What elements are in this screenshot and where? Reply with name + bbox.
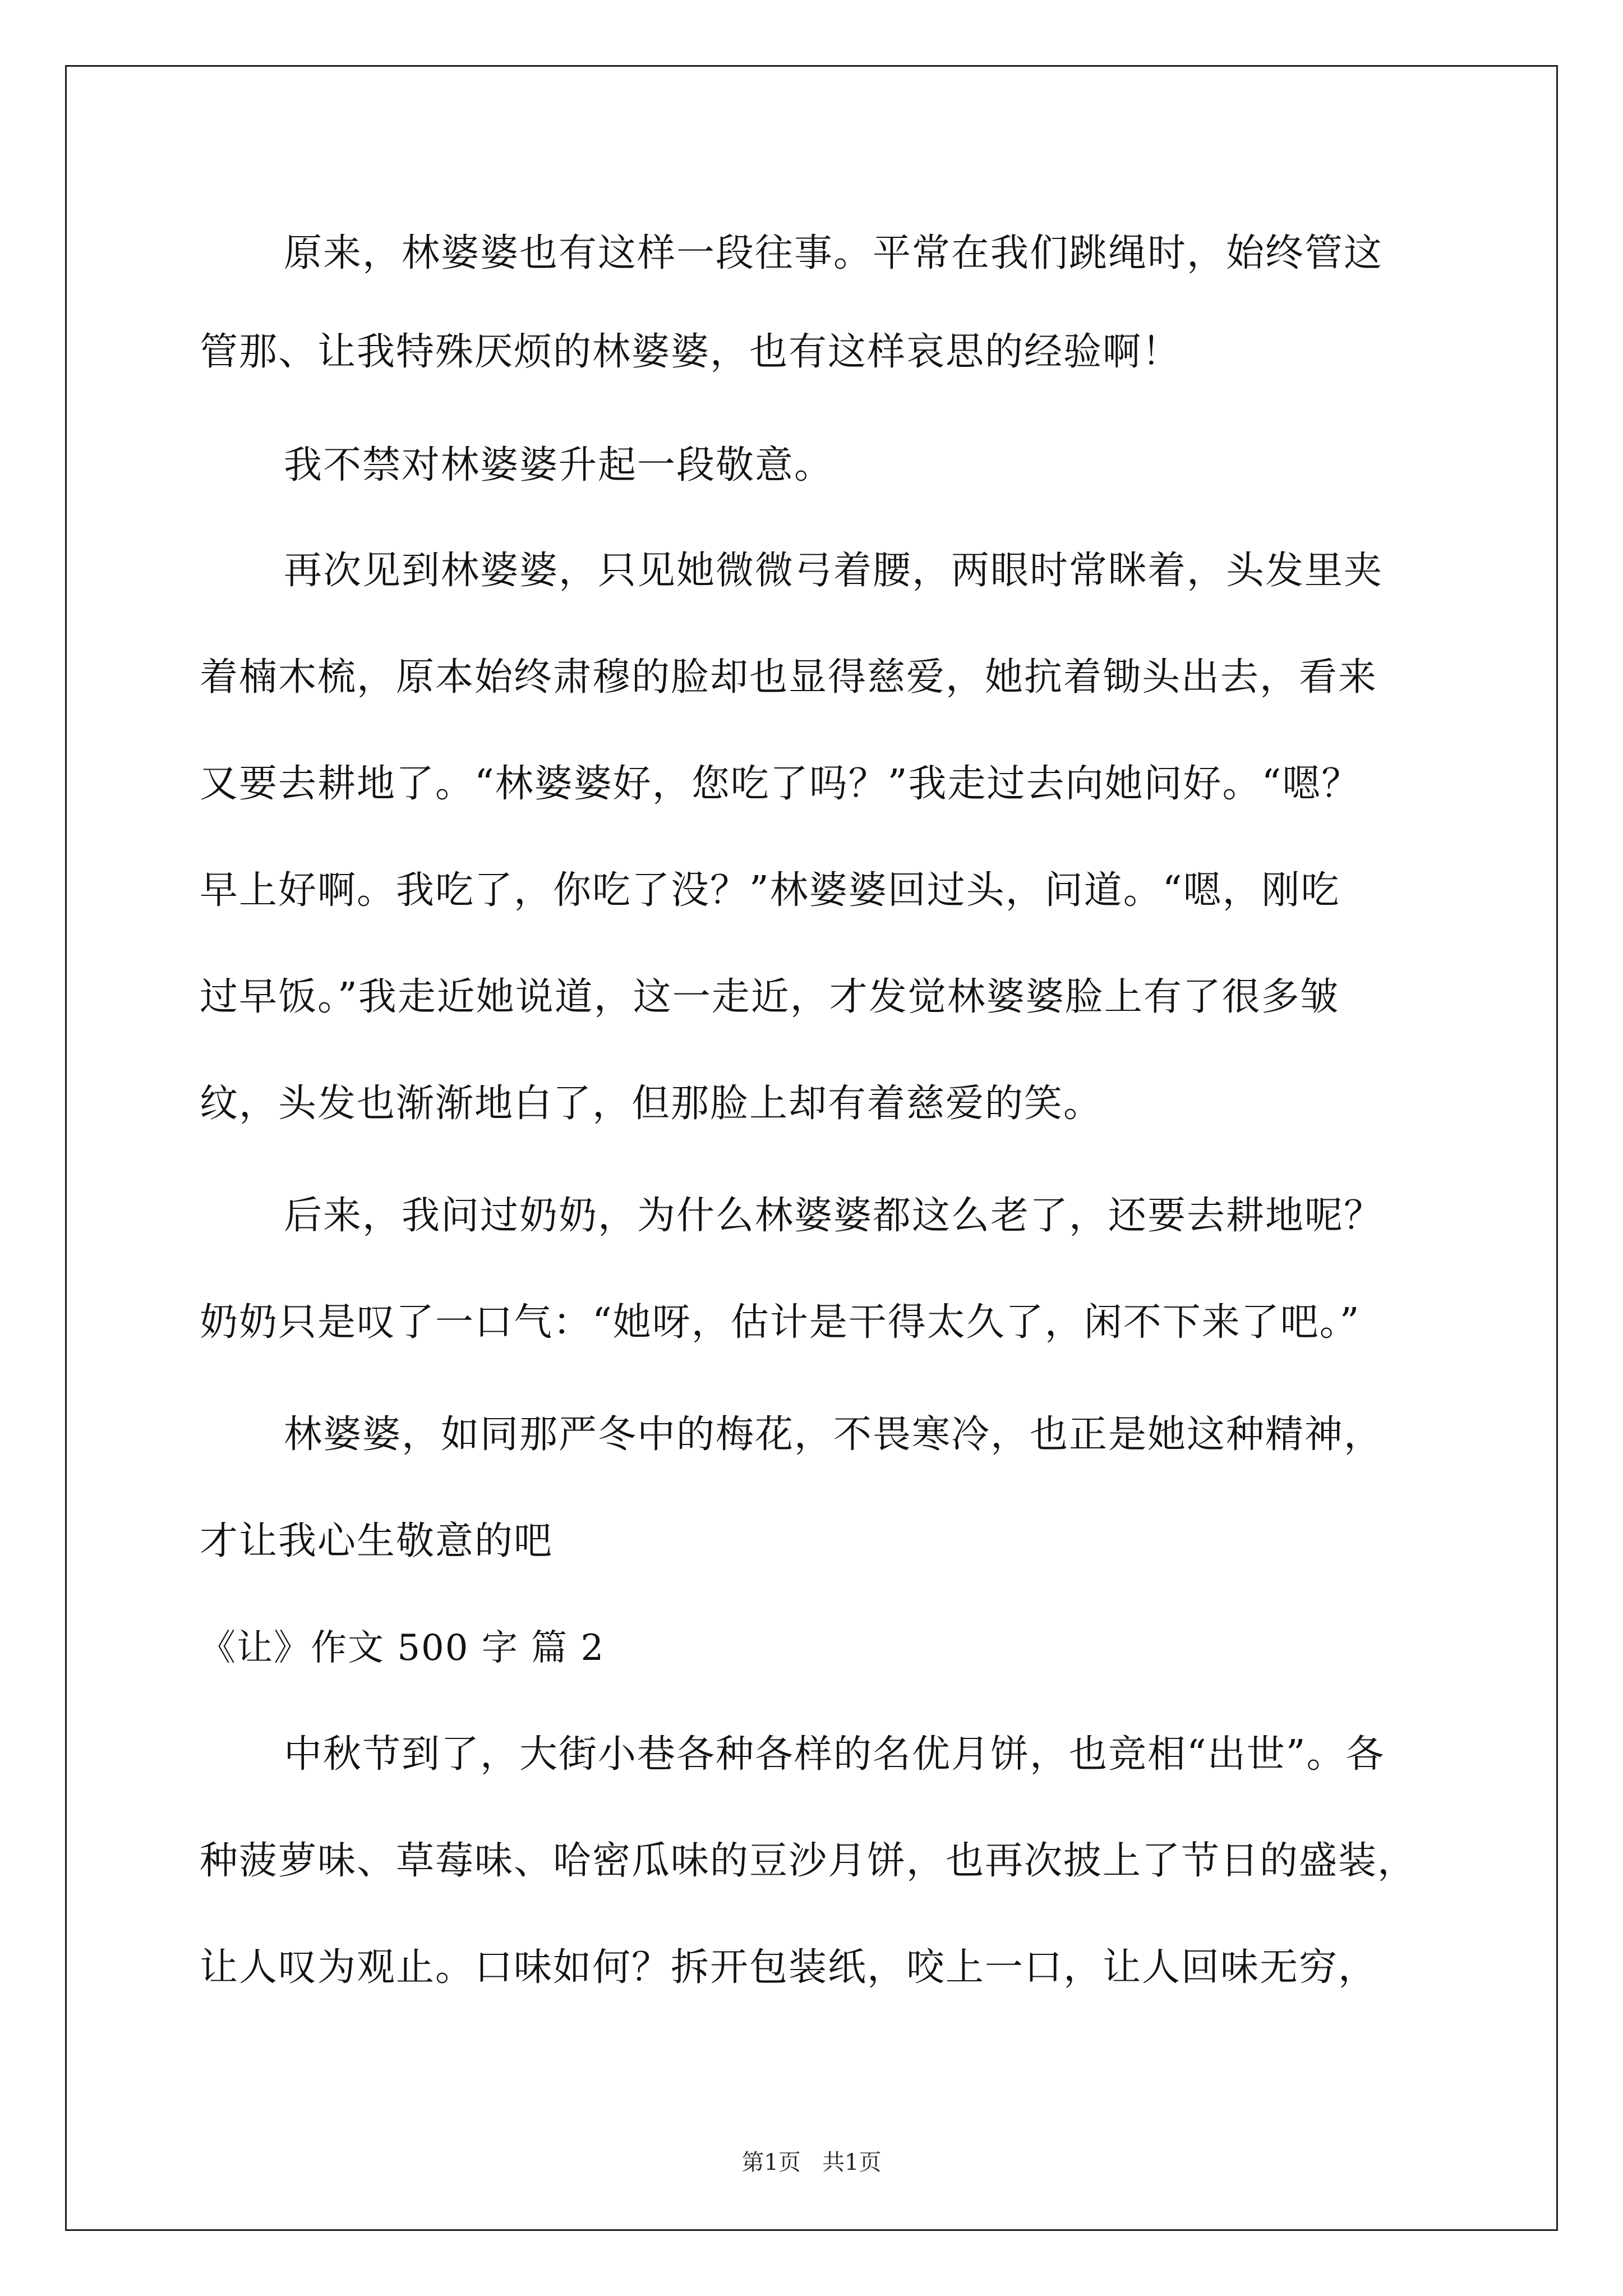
page-number: 第1页 共1页 xyxy=(741,2150,882,2175)
page-border xyxy=(65,65,1558,2231)
text-line: 过早饭。”我走近她说道，这一走近，才发觉林婆婆脸上有了很多皱 xyxy=(200,975,1340,1019)
text-line: 又要去耕地了。“林婆婆好，您吃了吗？”我走过去向她问好。“嗯？ xyxy=(200,762,1361,806)
text-line: 着楠木梳，原本始终肃穆的脸却也显得慈爱，她抗着锄头出去，看来 xyxy=(200,655,1378,700)
text-line: 原来，林婆婆也有这样一段往事。平常在我们跳绳时，始终管这 xyxy=(284,231,1384,275)
text-line: 才让我心生敬意的吧 xyxy=(200,1519,554,1563)
text-line: 中秋节到了，大街小巷各种各样的名优月饼，也竞相“出世”。各 xyxy=(284,1732,1385,1777)
text-line: 我不禁对林婆婆升起一段敬意。 xyxy=(284,443,834,487)
text-line: 纹，头发也渐渐地白了，但那脸上却有着慈爱的笑。 xyxy=(200,1082,1103,1126)
text-line: 种菠萝味、草莓味、哈密瓜味的豆沙月饼，也再次披上了节日的盛装， xyxy=(200,1839,1417,1883)
text-line: 林婆婆，如同那严冬中的梅花，不畏寒冷，也正是她这种精神， xyxy=(284,1412,1384,1457)
text-line: 再次见到林婆婆，只见她微微弓着腰，两眼时常眯着，头发里夹 xyxy=(284,549,1384,593)
text-line: 奶奶只是叹了一口气：“她呀，估计是干得太久了，闲不下来了吧。” xyxy=(200,1300,1361,1345)
section-heading: 《让》作文 500 字 篇 2 xyxy=(200,1627,605,1669)
text-line: 管那、让我特殊厌烦的林婆婆，也有这样哀思的经验啊！ xyxy=(200,330,1182,374)
text-line: 早上好啊。我吃了，你吃了没？”林婆婆回过头，问道。“嗯，刚吃 xyxy=(200,868,1340,913)
text-line: 让人叹为观止。口味如何？拆开包装纸，咬上一口，让人回味无穷， xyxy=(200,1945,1378,1990)
text-line: 后来，我问过奶奶，为什么林婆婆都这么老了，还要去耕地呢？ xyxy=(284,1194,1384,1238)
